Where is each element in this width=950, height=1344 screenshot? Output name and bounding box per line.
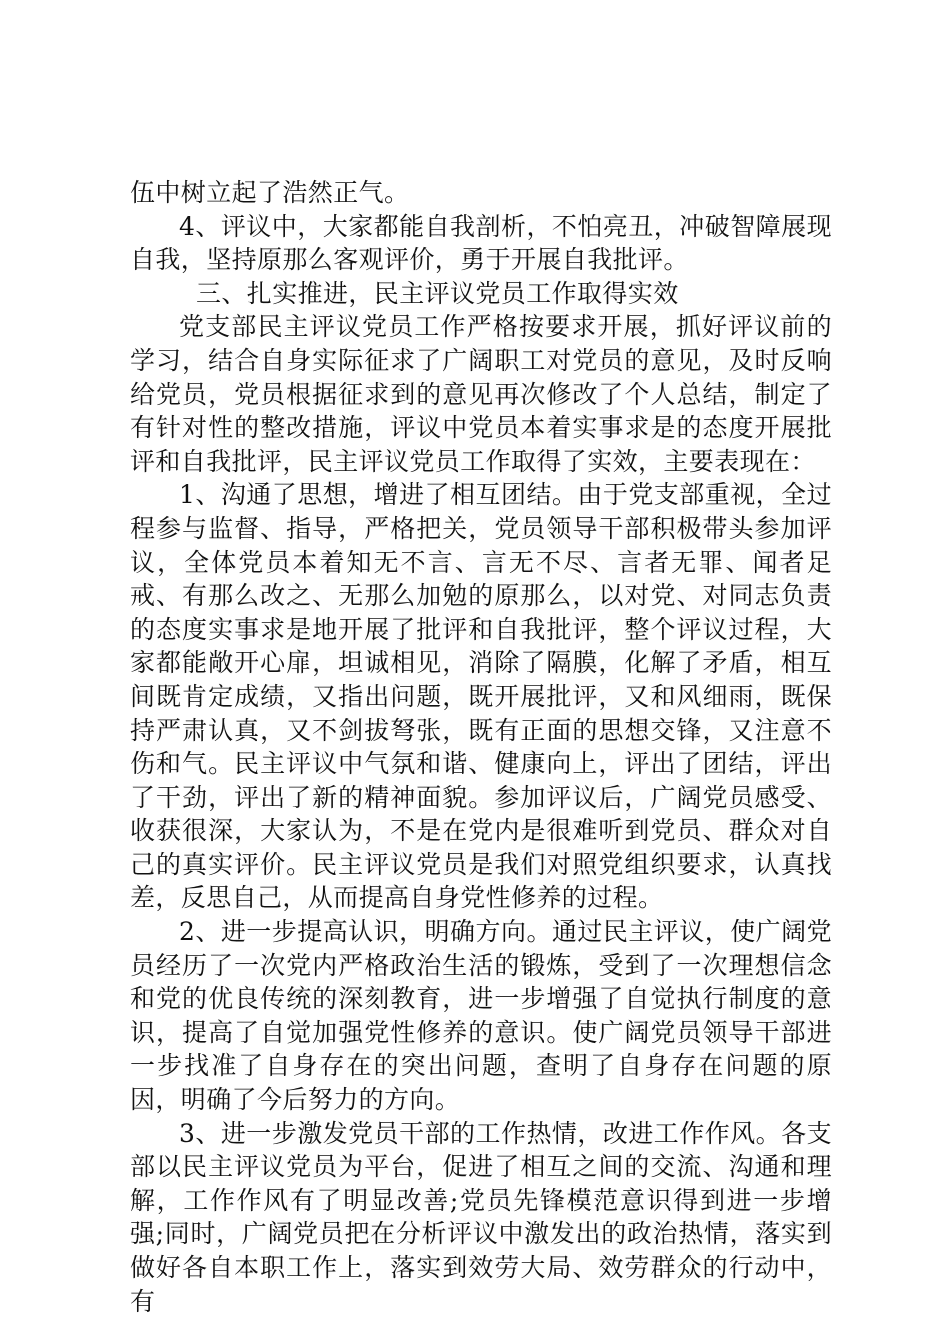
paragraph-point-4: 4、评议中，大家都能自我剖析，不怕亮丑，冲破智障展现自我，坚持原那么客观评价，勇于开展自我批评。 <box>130 211 832 275</box>
paragraph-point-3: 3、进一步激发党员干部的工作热情，改进工作作风。各支部以民主评议党员为平台，促进了相互之间的交流、沟通和理解，工作作风有了明显改善;党员先锋模范意识得到进一步增强;同时，广阔党员把在分析评议中激发出的政治热情，落实到做好各自本职工作上，落实到效劳大局、效劳群众的行动中，有 <box>130 1118 832 1316</box>
paragraph-section-3-intro: 党支部民主评议党员工作严格按要求开展，抓好评议前的学习，结合自身实际征求了广阔职工对党员的意见，及时反响给党员，党员根据征求到的意见再次修改了个人总结，制定了有针对性的整改措施，评议中党员本着实事求是的态度开展批评和自我批评，民主评议党员工作取得了实效，主要表现在： <box>130 312 832 476</box>
document-body <box>130 176 832 1318</box>
paragraph-point-2: 2、进一步提高认识，明确方向。通过民主评议，使广阔党员经历了一次党内严格政治生活的锻炼，受到了一次理想信念和党的优良传统的深刻教育，进一步增强了自觉执行制度的意识，提高了自觉加强党性修养的意识。使广阔党员领导干部进一步找准了自身存在的突出问题，查明了自身存在问题的原因，明确了今后努力的方向。 <box>130 917 832 1115</box>
paragraph-point-1: 1、沟通了思想，增进了相互团结。由于党支部重视，全过程参与监督、指导，严格把关，党员领导干部积极带头参加评议，全体党员本着知无不言、言无不尽、言者无罪、闻者足戒、有那么改之、无那么加勉的原那么，以对党、对同志负责的态度实事求是地开展了批评和自我批评，整个评议过程，大家都能敞开心扉，坦诚相见，消除了隔膜，化解了矛盾，相互间既肯定成绩，又指出问题，既开展批评，又和风细雨，既保持严肃认真，又不剑拔弩张，既有正面的思想交锋，又注意不伤和气。民主评议中气氛和谐、健康向上，评出了团结，评出了干劲，评出了新的精神面貌。参加评议后，广阔党员感受、收获很深，大家认为，不是在党内是很难听到党员、群众对自己的真实评价。民主评议党员是我们对照党组织要求，认真找差，反思自己，从而提高自身党性修养的过程。 <box>130 480 832 913</box>
paragraph-continuation: 伍中树立起了浩然正气。 <box>130 178 410 207</box>
section-heading-3: 三、扎实推进，民主评议党员工作取得实效 <box>196 278 679 308</box>
